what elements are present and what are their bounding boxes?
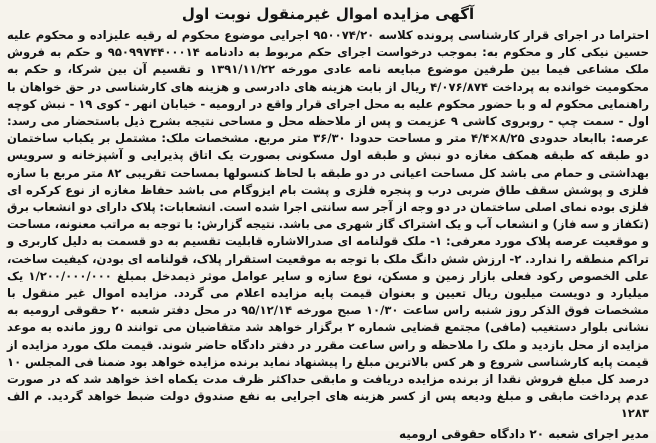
- notice-title: آگهی مزایده اموال غیرمنقول نوبت اول: [181, 5, 475, 23]
- notice-body: احتراما در اجرای قرار کارشناسی پرونده کلاسه ۹۵۰۰۷۴/۲۰ اجرایی موضوع محکوم له رقیه علیزاده و محکوم علیه حسین نیکی کار و محکوم به: بموجب درخواست اجرای حکم مربوط به دادنامه ۹۵۰۹۹۷۴۴۰۰۰۱۴ و حکم به فروش ملک مشاعی فیما بین طرفین موضوع مبایعه نامه عادی مورخه ۱۳۹۱/۱۱/۲۲ و تقسیم آن بین شرکا، و حکم به محکومیت خوانده به پرداخت ۴/۰۷۶/۸۷۴ ریال از بابت هزینه های دادرسی و هزینه های کارشناسی در حق خواهان با راهنمایی محکوم له و با حضور محکوم علیه به محل اجرای قرار واقع در ارومیه - خیابان انهر - کوی ۱۹ - نبش کوچه اول - سمت چپ - روبروی کاشی ۹ عزیمت و پس از ملاحظه محل و مساحی نتیجه بشرح ذیل باستحضار می رسد: عرصه: باابعاد حدودی ۸/۲۵×۴/۴ متر و مساحت حدودا ۳۶/۳۰ متر مربع. مشخصات ملک: مشتمل بر یکباب ساختمان دو طبقه که طبقه همکف مغازه دو نبش و طبقه اول مسکونی بصورت یک اتاق پذیرایی و آشپزخانه و سرویس بهداشتی و حمام می باشد کل مساحت اعیانی در دو طبقه با لحاظ کنسولها بمساحت تقریبی ۸۲ متر مربع با سازه فلزی و پوشش سقف طاق ضربی درب و پنجره فلزی و پشت بام ایزوگام می باشد حفاظ مغازه از نوع کرکره ای فلزی بوده نمای اصلی ساختمان در دو وجه از آجر سه سانتی اجرا شده است. انشعابات: پلاک دارای دو انشعاب برق (تکفاز و سه فاز) و انشعاب آب و یک اشتراک گاز شهری می باشد. نتیجه گزارش: با توجه به مراتب معنونه، مساحت و موقعیت عرصه پلاک مورد معرفی: ۱- ملک قولنامه ای صدرالاشاره قابلیت تقسیم به دو قسمت به دلیل کاربری و تراکم منطقه را ندارد. ۲- ارزش شش دانگ ملک با توجه به موقعیت استقرار پلاک، قولنامه ای بودن، کیفیت ساخت، علی الخصوص رکود فعلی بازار زمین و مسکن، نوع سازه و سایر عوامل موثر ذیمدخل بمبلغ ۱/۲۰۰/۰۰۰/۰۰۰ یک میلیارد و دویست میلیون ریال تعیین و بعنوان قیمت پایه مزایده اعلام می گردد. مزایده اموال غیر منقول با مشخصات فوق الذکر روز شنبه راس ساعت ۱۰/۳۰ صبح مورخه ۹۵/۱۲/۱۴ در محل دفتر شعبه ۲۰ حقوقی ارومیه به نشانی بلوار دستغیب (مافی) مجتمع قضایی شماره ۲ برگزار خواهد شد متقاضیان می توانند ۵ روز مانده به موعد مزایده از محل بازدید و ملک را ملاحظه و راس ساعت مقرر در دفتر دادگاه حاضر شوند. قیمت ملک مورد مزایده از قیمت پایه کارشناسی شروع و هر کس بالاترین مبلغ را پیشنهاد نماید برنده مزایده خواهد بود ضمنا فی المجلس ۱۰ درصد کل مبلغ فروش نقدا از برنده مزایده دریافت و مابقی حداکثر ظرف مدت یکماه اخذ خواهد شد که در صورت عدم پرداخت مابقی و مبلغ ودیعه پس از کسر هزینه های اجرایی به نفع صندوق دولت ضبط خواهد گردید. م الف ۱۲۸۳: [7, 28, 650, 421]
- notice-signature: مدیر اجرای شعبه ۲۰ دادگاه حقوقی ارومیه: [398, 426, 649, 441]
